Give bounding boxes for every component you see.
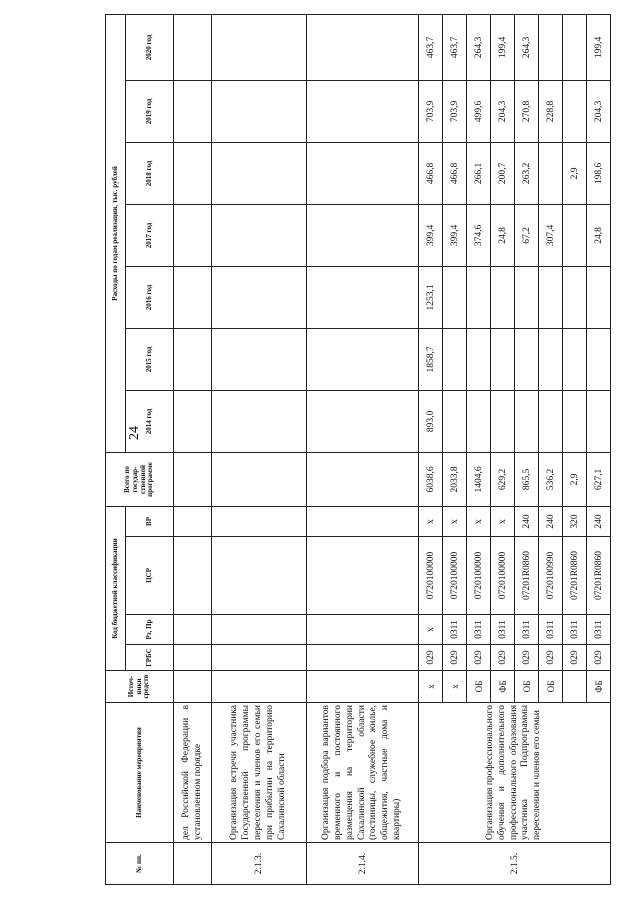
rotated-table-wrapper: [105, 15, 610, 885]
total-cell: 627,1: [587, 452, 611, 506]
csr-cell: 0720100000: [467, 537, 491, 615]
year-2019-cell: 204,3: [491, 80, 515, 142]
year-2016-cell: [515, 266, 539, 328]
grbs-cell: 029: [467, 645, 491, 671]
header-budget-class: Код бюджетной классификации: [106, 506, 126, 670]
year-2017-cell: 307,4: [539, 204, 563, 266]
grbs-cell: 029: [539, 645, 563, 671]
source-cell: ФБ: [491, 671, 515, 703]
row-number: 2.1.5.: [419, 843, 611, 885]
year-2016-cell: [563, 266, 587, 328]
year-2014-cell: [443, 390, 467, 452]
year-2020-cell: 463,7: [419, 14, 443, 80]
csr-cell: 0720100000: [419, 537, 443, 615]
grbs-cell: 029: [587, 645, 611, 671]
row-number: [174, 843, 212, 885]
year-2014-cell: [587, 390, 611, 452]
csr-cell: 07201R0860: [515, 537, 539, 615]
rzpr-cell: 0311: [515, 615, 539, 645]
total-cell: 2033,8: [443, 452, 467, 506]
table-row: [212, 14, 307, 884]
budget-table: [105, 14, 611, 885]
total-cell: 6038,6: [419, 452, 443, 506]
vr-cell: x: [467, 506, 491, 536]
year-2020-cell: 199,4: [491, 14, 515, 80]
year-2015-cell: [467, 328, 491, 390]
year-2020-cell: [539, 14, 563, 80]
header-year-2016: 2016 год: [126, 266, 174, 328]
rzpr-cell: 0311: [539, 615, 563, 645]
row-number: 2.1.3.: [212, 843, 307, 885]
year-2020-cell: 264,3: [515, 14, 539, 80]
csr-cell: 07201R0860: [587, 537, 611, 615]
total-cell: 2,9: [563, 452, 587, 506]
year-2014-cell: [539, 390, 563, 452]
year-2019-cell: 270,8: [515, 80, 539, 142]
total-cell: 536,2: [539, 452, 563, 506]
rzpr-cell: 0311: [443, 615, 467, 645]
year-2017-cell: 399,4: [443, 204, 467, 266]
year-2020-cell: 463,7: [443, 14, 467, 80]
measure-name: дел Российской Федерации в установленном порядке: [174, 703, 212, 843]
year-2016-cell: 1253,1: [419, 266, 443, 328]
header-vr: ВР: [126, 506, 174, 536]
year-2015-cell: [515, 328, 539, 390]
csr-cell: 0720100000: [491, 537, 515, 615]
year-2018-cell: 466,8: [419, 142, 443, 204]
source-cell: ОБ: [539, 671, 563, 703]
year-2014-cell: 893,0: [419, 390, 443, 452]
header-year-2018: 2018 год: [126, 142, 174, 204]
rzpr-cell: x: [419, 615, 443, 645]
rzpr-cell: 0311: [563, 615, 587, 645]
measure-name: Организация встречи участника Государственной программы переселения и членов его семьи при прибытии на территорию Сахалинской области: [212, 703, 307, 843]
grbs-cell: 029: [443, 645, 467, 671]
year-2018-cell: 266,1: [467, 142, 491, 204]
source-cell: ФБ: [587, 671, 611, 703]
header-expenses: Расходы по годам реализации, тыс. рублей: [106, 14, 126, 452]
year-2017-cell: [563, 204, 587, 266]
vr-cell: 240: [515, 506, 539, 536]
grbs-cell: 029: [515, 645, 539, 671]
year-2015-cell: [563, 328, 587, 390]
total-cell: 1404,6: [467, 452, 491, 506]
year-2015-cell: [539, 328, 563, 390]
year-2019-cell: 228,8: [539, 80, 563, 142]
year-2019-cell: 499,6: [467, 80, 491, 142]
year-2015-cell: 1858,7: [419, 328, 443, 390]
year-2018-cell: [539, 142, 563, 204]
header-total: Всего по государ-ственной программе: [106, 452, 174, 506]
csr-cell: 0720100000: [443, 537, 467, 615]
source-cell: x: [443, 671, 467, 703]
header-grbs: ГРБС: [126, 645, 174, 671]
header-year-2014: 2014 год: [126, 390, 174, 452]
table-row: [307, 14, 419, 884]
header-year-2017: 2017 год: [126, 204, 174, 266]
source-cell: ОБ: [515, 671, 539, 703]
header-name: Наименование мероприятия: [106, 703, 174, 843]
year-2020-cell: 199,4: [587, 14, 611, 80]
year-2015-cell: [587, 328, 611, 390]
year-2020-cell: 264,3: [467, 14, 491, 80]
year-2020-cell: [563, 14, 587, 80]
vr-cell: 320: [563, 506, 587, 536]
grbs-cell: 029: [419, 645, 443, 671]
year-2017-cell: 67,2: [515, 204, 539, 266]
vr-cell: x: [419, 506, 443, 536]
header-year-2020: 2020 год: [126, 14, 174, 80]
vr-cell: x: [443, 506, 467, 536]
header-source: Источ-ники средств: [106, 671, 174, 703]
year-2016-cell: [539, 266, 563, 328]
year-2014-cell: [563, 390, 587, 452]
year-2017-cell: 399,4: [419, 204, 443, 266]
year-2018-cell: 2,9: [563, 142, 587, 204]
year-2017-cell: 374,6: [467, 204, 491, 266]
vr-cell: 240: [587, 506, 611, 536]
source-cell: ОБ: [467, 671, 491, 703]
source-cell: [563, 671, 587, 703]
year-2014-cell: [467, 390, 491, 452]
row-number: 2.1.4.: [307, 843, 419, 885]
grbs-cell: 029: [563, 645, 587, 671]
year-2017-cell: 24,8: [491, 204, 515, 266]
source-cell: x: [419, 671, 443, 703]
csr-cell: 07201R0860: [563, 537, 587, 615]
total-cell: 629,2: [491, 452, 515, 506]
vr-cell: x: [491, 506, 515, 536]
csr-cell: 0720100990: [539, 537, 563, 615]
rzpr-cell: 0311: [587, 615, 611, 645]
year-2015-cell: [491, 328, 515, 390]
year-2019-cell: [563, 80, 587, 142]
year-2016-cell: [587, 266, 611, 328]
grbs-cell: 029: [491, 645, 515, 671]
page-number: 24: [127, 426, 142, 440]
year-2018-cell: 198,6: [587, 142, 611, 204]
year-2014-cell: [515, 390, 539, 452]
year-2015-cell: [443, 328, 467, 390]
year-2018-cell: 263,2: [515, 142, 539, 204]
measure-name: Организация профессионального обучения и дополнительного профессионального образования участника Подпрограммы переселения и членов его семьи: [419, 703, 611, 843]
year-2017-cell: 24,8: [587, 204, 611, 266]
header-rzpr: Рз, Пр: [126, 615, 174, 645]
header-num: № пп.: [106, 843, 174, 885]
year-2019-cell: 703,9: [443, 80, 467, 142]
year-2016-cell: [491, 266, 515, 328]
table-row: [419, 14, 443, 884]
vr-cell: 240: [539, 506, 563, 536]
total-cell: 865,5: [515, 452, 539, 506]
table-row: [174, 14, 212, 884]
year-2019-cell: 703,9: [419, 80, 443, 142]
rzpr-cell: 0311: [467, 615, 491, 645]
year-2019-cell: 204,3: [587, 80, 611, 142]
year-2018-cell: 200,7: [491, 142, 515, 204]
header-year-2015: 2015 год: [126, 328, 174, 390]
rzpr-cell: 0311: [491, 615, 515, 645]
year-2016-cell: [443, 266, 467, 328]
measure-name: Организация подбора вариантов временного и постоянного размещения на территории Сахалинской области (гостиницы, служебное жилье, общежития, частные дома и квартиры): [307, 703, 419, 843]
header-year-2019: 2019 год: [126, 80, 174, 142]
year-2016-cell: [467, 266, 491, 328]
year-2014-cell: [491, 390, 515, 452]
header-csr: ЦСР: [126, 537, 174, 615]
year-2018-cell: 466,8: [443, 142, 467, 204]
